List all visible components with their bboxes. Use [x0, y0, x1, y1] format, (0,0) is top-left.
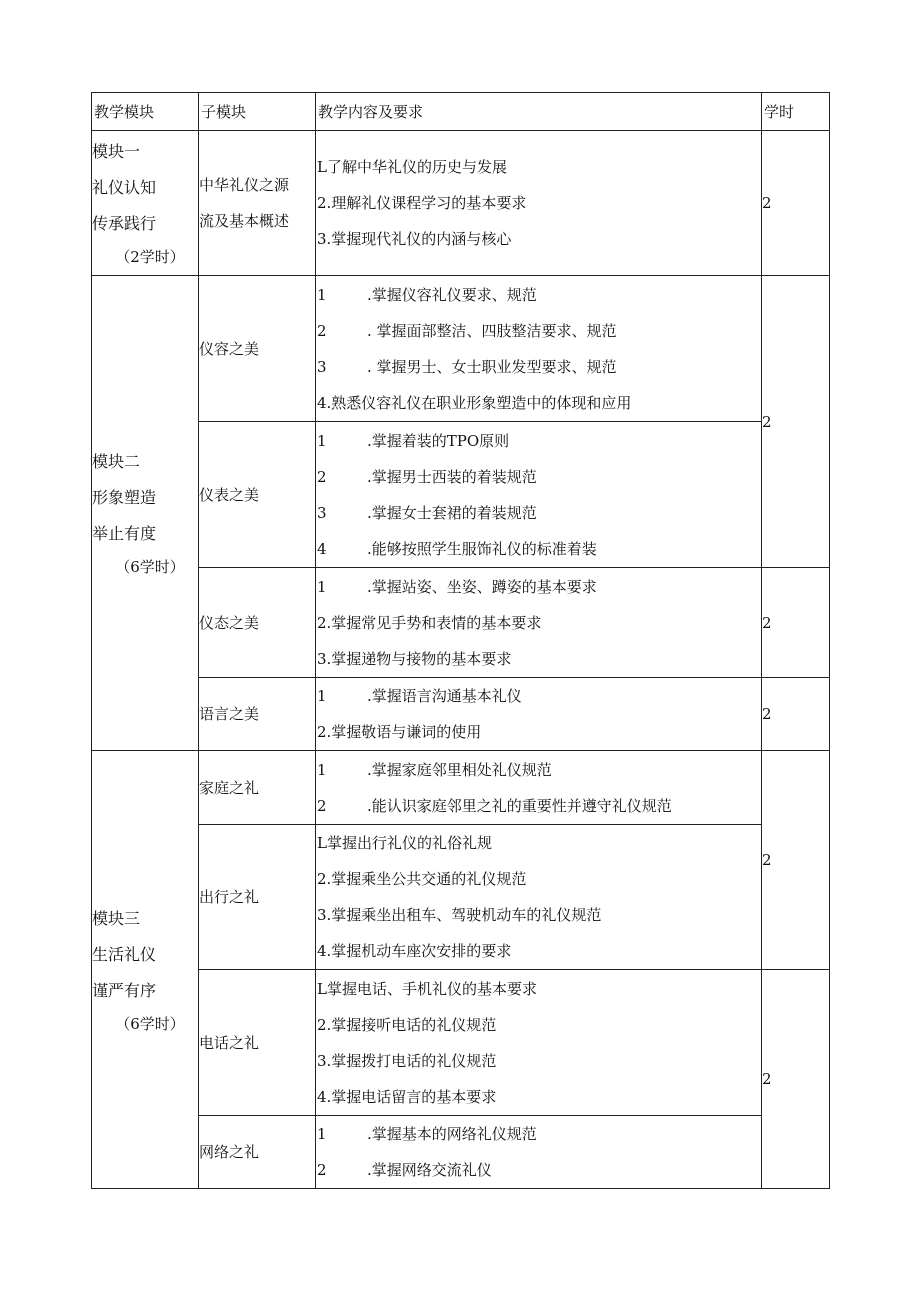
content-cell: [316, 970, 762, 1116]
table-row: [92, 422, 830, 568]
module-3-cell: [92, 751, 199, 1189]
content-item: 2 .掌握男士西装的着装规范: [317, 467, 537, 486]
content-item: 4.熟悉仪容礼仪在职业形象塑造中的体现和应用: [317, 393, 632, 412]
content-item: 4.掌握电话留言的基本要求: [317, 1087, 497, 1106]
table-row: [92, 751, 830, 825]
course-table: [91, 92, 830, 1189]
module-3-hours: （6学时）: [115, 1014, 185, 1033]
submodule-label: 仪态之美: [199, 613, 260, 632]
hours-cell: 2: [762, 131, 830, 276]
module-3-line: 生活礼仪: [92, 944, 157, 964]
hours-cell: 2: [762, 751, 830, 970]
submodule-cell: [199, 422, 316, 568]
content-item: 3 .掌握女士套裙的着装规范: [317, 503, 537, 522]
submodule-label: 语言之美: [199, 705, 260, 723]
content-item: 2 .能认识家庭邻里之礼的重要性并遵守礼仪规范: [317, 796, 672, 815]
content-cell: [316, 568, 762, 678]
content-item: 1 .掌握着装的TPO原则: [317, 431, 510, 450]
content-cell: [316, 422, 762, 568]
content-item: 3.掌握拨打电话的礼仪规范: [317, 1051, 497, 1070]
header-submodule: 子模块: [199, 93, 316, 131]
content-item: 2.掌握常见手势和表情的基本要求: [317, 613, 542, 632]
module-3-line: 谨严有序: [92, 980, 157, 1000]
header-content: 教学内容及要求: [316, 93, 762, 131]
content-item: 2.理解礼仪课程学习的基本要求: [317, 194, 527, 212]
submodule-label: 仪容之美: [199, 339, 260, 358]
submodule-label: 中华礼仪之源: [199, 176, 290, 194]
module-3-title: 模块三: [92, 908, 141, 928]
content-cell: [316, 276, 762, 422]
table-row: [92, 568, 830, 678]
module-1-line: 传承践行: [92, 214, 157, 233]
submodule-label: 仪表之美: [199, 485, 260, 504]
hours-cell: 2: [762, 678, 830, 751]
content-cell: [316, 825, 762, 970]
submodule-label: 网络之礼: [199, 1143, 260, 1161]
module-2-title: 模块二: [92, 452, 141, 471]
content-item: 1 .掌握基本的网络礼仪规范: [317, 1125, 537, 1143]
module-2-line: 举止有度: [92, 524, 157, 543]
content-cell: [316, 131, 762, 276]
submodule-cell: [199, 970, 316, 1116]
header-hours: 学时: [762, 93, 830, 131]
table-row: [92, 131, 830, 276]
module-1-cell: [92, 131, 199, 276]
content-item: 1 .掌握家庭邻里相处礼仪规范: [317, 760, 552, 779]
submodule-cell: [199, 751, 316, 825]
table-row: [92, 970, 830, 1116]
content-item: 4 .能够按照学生服饰礼仪的标准着装: [317, 539, 597, 558]
content-item: 4.掌握机动车座次安排的要求: [317, 942, 512, 960]
content-item: 2.掌握接听电话的礼仪规范: [317, 1015, 497, 1034]
content-item: 3.掌握现代礼仪的内涵与核心: [317, 230, 512, 248]
content-item: 1 .掌握语言沟通基本礼仪: [317, 687, 522, 705]
content-cell: [316, 751, 762, 825]
table-row: [92, 1116, 830, 1189]
submodule-label: 出行之礼: [199, 888, 260, 906]
content-item: 2.掌握乘坐公共交通的礼仪规范: [317, 870, 527, 888]
header-module: 教学模块: [92, 93, 199, 131]
module-2-hours: （6学时）: [115, 558, 185, 576]
submodule-label: 电话之礼: [199, 1033, 260, 1052]
module-2-line: 形象塑造: [92, 488, 157, 507]
submodule-cell: [199, 131, 316, 276]
content-item: 3.掌握乘坐出租车、驾驶机动车的礼仪规范: [317, 906, 602, 924]
hours-cell: 2: [762, 568, 830, 678]
submodule-cell: [199, 1116, 316, 1189]
content-item: 2.掌握敬语与谦词的使用: [317, 723, 482, 741]
submodule-label: 家庭之礼: [199, 778, 260, 797]
content-item: 2 .掌握网络交流礼仪: [317, 1161, 492, 1179]
hours-cell: 2: [762, 276, 830, 568]
module-2-cell: [92, 276, 199, 751]
module-1-title: 模块一: [92, 142, 141, 161]
module-1-line: 礼仪认知: [92, 178, 157, 197]
content-item: 3.掌握递物与接物的基本要求: [317, 649, 512, 668]
table-row: [92, 825, 830, 970]
content-item: 3 . 掌握男士、女士职业发型要求、规范: [317, 357, 617, 376]
content-cell: [316, 678, 762, 751]
module-1-hours: （2学时）: [115, 248, 185, 266]
content-item: 2 . 掌握面部整洁、四肢整洁要求、规范: [317, 321, 617, 340]
content-item: L掌握出行礼仪的礼俗礼规: [317, 834, 492, 852]
table-header-row: [92, 93, 830, 131]
table-row: [92, 276, 830, 422]
submodule-cell: [199, 825, 316, 970]
content-item: 1 .掌握站姿、坐姿、蹲姿的基本要求: [317, 577, 597, 596]
content-item: L掌握电话、手机礼仪的基本要求: [317, 979, 537, 998]
table-row: [92, 678, 830, 751]
content-item: 1 .掌握仪容礼仪要求、规范: [317, 285, 537, 304]
submodule-label: 流及基本概述: [199, 212, 290, 230]
content-item: L了解中华礼仪的历史与发展: [317, 158, 507, 176]
submodule-cell: [199, 678, 316, 751]
submodule-cell: [199, 568, 316, 678]
hours-cell: 2: [762, 970, 830, 1189]
content-cell: [316, 1116, 762, 1189]
submodule-cell: [199, 276, 316, 422]
